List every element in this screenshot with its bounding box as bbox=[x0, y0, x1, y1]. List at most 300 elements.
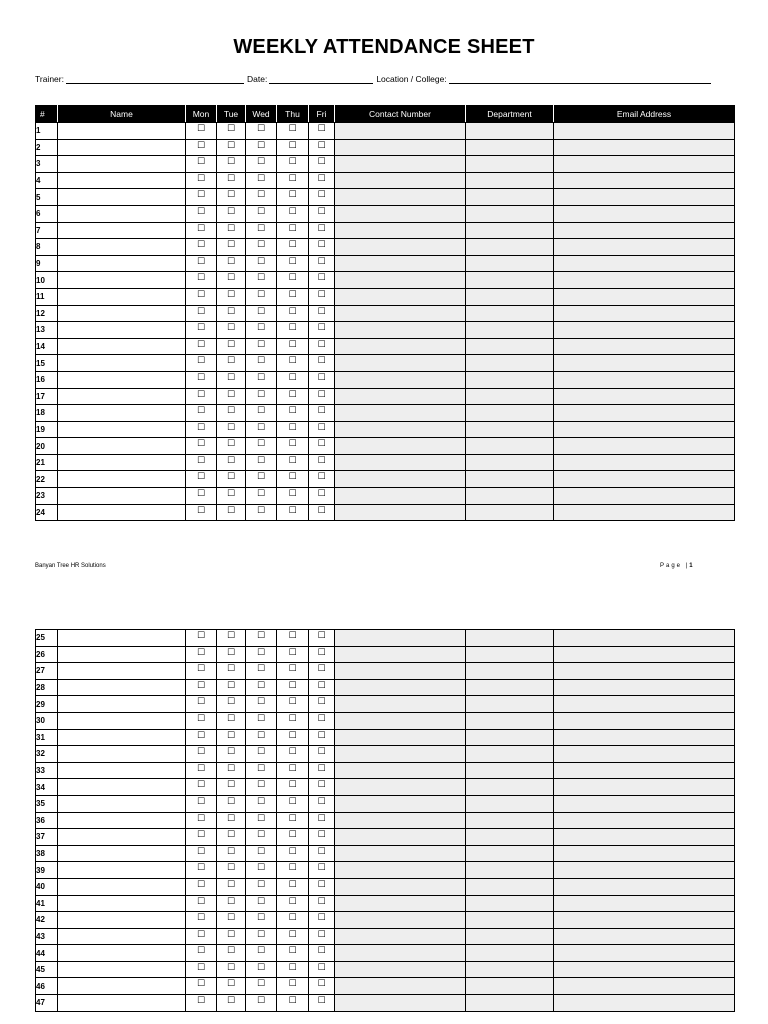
checkbox[interactable]: ☐ bbox=[196, 630, 206, 640]
checkbox[interactable]: ☐ bbox=[317, 172, 326, 183]
email-address-cell[interactable] bbox=[554, 928, 735, 945]
email-address-cell[interactable] bbox=[554, 862, 735, 879]
department-cell[interactable] bbox=[466, 845, 554, 862]
checkbox[interactable]: ☐ bbox=[288, 156, 297, 167]
contact-number-cell[interactable] bbox=[335, 746, 466, 763]
checkbox[interactable]: ☐ bbox=[256, 288, 266, 299]
checkbox[interactable]: ☐ bbox=[288, 421, 297, 432]
checkbox[interactable]: ☐ bbox=[317, 322, 326, 333]
checkbox[interactable]: ☐ bbox=[226, 205, 236, 216]
email-address-cell[interactable] bbox=[554, 388, 735, 405]
checkbox[interactable]: ☐ bbox=[256, 961, 266, 972]
department-cell[interactable] bbox=[466, 928, 554, 945]
contact-number-cell[interactable] bbox=[335, 862, 466, 879]
checkbox[interactable]: ☐ bbox=[317, 878, 326, 889]
contact-number-cell[interactable] bbox=[335, 630, 466, 647]
checkbox[interactable]: ☐ bbox=[288, 762, 297, 773]
checkbox[interactable]: ☐ bbox=[196, 239, 206, 250]
checkbox[interactable]: ☐ bbox=[256, 189, 266, 200]
checkbox[interactable]: ☐ bbox=[226, 355, 236, 366]
contact-number-cell[interactable] bbox=[335, 454, 466, 471]
email-address-cell[interactable] bbox=[554, 454, 735, 471]
checkbox[interactable]: ☐ bbox=[288, 438, 297, 449]
checkbox[interactable]: ☐ bbox=[317, 255, 326, 266]
email-address-cell[interactable] bbox=[554, 438, 735, 455]
checkbox[interactable]: ☐ bbox=[317, 288, 326, 299]
checkbox[interactable]: ☐ bbox=[256, 255, 266, 266]
checkbox[interactable]: ☐ bbox=[256, 746, 266, 757]
name-cell[interactable] bbox=[58, 272, 186, 289]
department-cell[interactable] bbox=[466, 172, 554, 189]
checkbox[interactable]: ☐ bbox=[288, 995, 297, 1006]
name-cell[interactable] bbox=[58, 912, 186, 929]
checkbox[interactable]: ☐ bbox=[288, 945, 297, 956]
checkbox[interactable]: ☐ bbox=[226, 255, 236, 266]
checkbox[interactable]: ☐ bbox=[317, 912, 326, 923]
email-address-cell[interactable] bbox=[554, 222, 735, 239]
checkbox[interactable]: ☐ bbox=[196, 172, 206, 183]
checkbox[interactable]: ☐ bbox=[256, 712, 266, 723]
department-cell[interactable] bbox=[466, 504, 554, 521]
checkbox[interactable]: ☐ bbox=[196, 995, 206, 1006]
checkbox[interactable]: ☐ bbox=[256, 454, 266, 465]
checkbox[interactable]: ☐ bbox=[226, 912, 236, 923]
contact-number-cell[interactable] bbox=[335, 421, 466, 438]
checkbox[interactable]: ☐ bbox=[317, 438, 326, 449]
checkbox[interactable]: ☐ bbox=[226, 222, 236, 233]
name-cell[interactable] bbox=[58, 729, 186, 746]
department-cell[interactable] bbox=[466, 712, 554, 729]
checkbox[interactable]: ☐ bbox=[196, 322, 206, 333]
department-cell[interactable] bbox=[466, 388, 554, 405]
department-cell[interactable] bbox=[466, 222, 554, 239]
email-address-cell[interactable] bbox=[554, 762, 735, 779]
department-cell[interactable] bbox=[466, 945, 554, 962]
name-cell[interactable] bbox=[58, 355, 186, 372]
contact-number-cell[interactable] bbox=[335, 663, 466, 680]
name-cell[interactable] bbox=[58, 388, 186, 405]
name-cell[interactable] bbox=[58, 471, 186, 488]
checkbox[interactable]: ☐ bbox=[256, 679, 266, 690]
department-cell[interactable] bbox=[466, 189, 554, 206]
email-address-cell[interactable] bbox=[554, 895, 735, 912]
contact-number-cell[interactable] bbox=[335, 812, 466, 829]
department-cell[interactable] bbox=[466, 288, 554, 305]
contact-number-cell[interactable] bbox=[335, 123, 466, 140]
email-address-cell[interactable] bbox=[554, 355, 735, 372]
checkbox[interactable]: ☐ bbox=[317, 928, 326, 939]
checkbox[interactable]: ☐ bbox=[196, 438, 206, 449]
checkbox[interactable]: ☐ bbox=[196, 504, 206, 515]
checkbox[interactable]: ☐ bbox=[317, 812, 326, 823]
name-cell[interactable] bbox=[58, 961, 186, 978]
checkbox[interactable]: ☐ bbox=[226, 762, 236, 773]
checkbox[interactable]: ☐ bbox=[226, 895, 236, 906]
contact-number-cell[interactable] bbox=[335, 729, 466, 746]
department-cell[interactable] bbox=[466, 646, 554, 663]
checkbox[interactable]: ☐ bbox=[256, 421, 266, 432]
department-cell[interactable] bbox=[466, 139, 554, 156]
department-cell[interactable] bbox=[466, 156, 554, 173]
checkbox[interactable]: ☐ bbox=[196, 679, 206, 690]
checkbox[interactable]: ☐ bbox=[196, 845, 206, 856]
department-cell[interactable] bbox=[466, 239, 554, 256]
name-cell[interactable] bbox=[58, 746, 186, 763]
checkbox[interactable]: ☐ bbox=[226, 646, 236, 657]
name-cell[interactable] bbox=[58, 488, 186, 505]
email-address-cell[interactable] bbox=[554, 272, 735, 289]
checkbox[interactable]: ☐ bbox=[226, 488, 236, 499]
checkbox[interactable]: ☐ bbox=[196, 646, 206, 657]
checkbox[interactable]: ☐ bbox=[256, 355, 266, 366]
checkbox[interactable]: ☐ bbox=[226, 504, 236, 515]
contact-number-cell[interactable] bbox=[335, 438, 466, 455]
checkbox[interactable]: ☐ bbox=[317, 845, 326, 856]
checkbox[interactable]: ☐ bbox=[196, 338, 206, 349]
department-cell[interactable] bbox=[466, 729, 554, 746]
checkbox[interactable]: ☐ bbox=[317, 305, 326, 316]
checkbox[interactable]: ☐ bbox=[256, 878, 266, 889]
checkbox[interactable]: ☐ bbox=[196, 928, 206, 939]
checkbox[interactable]: ☐ bbox=[317, 371, 326, 382]
contact-number-cell[interactable] bbox=[335, 322, 466, 339]
checkbox[interactable]: ☐ bbox=[317, 239, 326, 250]
checkbox[interactable]: ☐ bbox=[196, 663, 206, 674]
checkbox[interactable]: ☐ bbox=[256, 646, 266, 657]
location-field[interactable] bbox=[449, 74, 711, 84]
checkbox[interactable]: ☐ bbox=[288, 272, 297, 283]
checkbox[interactable]: ☐ bbox=[256, 945, 266, 956]
department-cell[interactable] bbox=[466, 421, 554, 438]
name-cell[interactable] bbox=[58, 630, 186, 647]
checkbox[interactable]: ☐ bbox=[317, 679, 326, 690]
checkbox[interactable]: ☐ bbox=[317, 454, 326, 465]
checkbox[interactable]: ☐ bbox=[226, 845, 236, 856]
contact-number-cell[interactable] bbox=[335, 895, 466, 912]
contact-number-cell[interactable] bbox=[335, 189, 466, 206]
checkbox[interactable]: ☐ bbox=[256, 239, 266, 250]
checkbox[interactable]: ☐ bbox=[288, 895, 297, 906]
checkbox[interactable]: ☐ bbox=[196, 355, 206, 366]
checkbox[interactable]: ☐ bbox=[317, 961, 326, 972]
contact-number-cell[interactable] bbox=[335, 845, 466, 862]
name-cell[interactable] bbox=[58, 928, 186, 945]
name-cell[interactable] bbox=[58, 829, 186, 846]
checkbox[interactable]: ☐ bbox=[256, 729, 266, 740]
contact-number-cell[interactable] bbox=[335, 405, 466, 422]
checkbox[interactable]: ☐ bbox=[196, 729, 206, 740]
name-cell[interactable] bbox=[58, 222, 186, 239]
checkbox[interactable]: ☐ bbox=[288, 795, 297, 806]
checkbox[interactable]: ☐ bbox=[256, 471, 266, 482]
checkbox[interactable]: ☐ bbox=[226, 696, 236, 707]
checkbox[interactable]: ☐ bbox=[226, 945, 236, 956]
email-address-cell[interactable] bbox=[554, 978, 735, 995]
checkbox[interactable]: ☐ bbox=[317, 388, 326, 399]
checkbox[interactable]: ☐ bbox=[226, 779, 236, 790]
checkbox[interactable]: ☐ bbox=[288, 779, 297, 790]
name-cell[interactable] bbox=[58, 139, 186, 156]
email-address-cell[interactable] bbox=[554, 829, 735, 846]
email-address-cell[interactable] bbox=[554, 912, 735, 929]
checkbox[interactable]: ☐ bbox=[226, 795, 236, 806]
checkbox[interactable]: ☐ bbox=[196, 696, 206, 707]
checkbox[interactable]: ☐ bbox=[256, 156, 266, 167]
checkbox[interactable]: ☐ bbox=[288, 961, 297, 972]
checkbox[interactable]: ☐ bbox=[226, 928, 236, 939]
email-address-cell[interactable] bbox=[554, 961, 735, 978]
name-cell[interactable] bbox=[58, 679, 186, 696]
checkbox[interactable]: ☐ bbox=[288, 928, 297, 939]
department-cell[interactable] bbox=[466, 255, 554, 272]
name-cell[interactable] bbox=[58, 795, 186, 812]
checkbox[interactable]: ☐ bbox=[288, 978, 297, 989]
department-cell[interactable] bbox=[466, 878, 554, 895]
checkbox[interactable]: ☐ bbox=[288, 679, 297, 690]
name-cell[interactable] bbox=[58, 454, 186, 471]
email-address-cell[interactable] bbox=[554, 239, 735, 256]
checkbox[interactable]: ☐ bbox=[288, 305, 297, 316]
name-cell[interactable] bbox=[58, 762, 186, 779]
checkbox[interactable]: ☐ bbox=[196, 829, 206, 840]
checkbox[interactable]: ☐ bbox=[226, 305, 236, 316]
checkbox[interactable]: ☐ bbox=[196, 895, 206, 906]
checkbox[interactable]: ☐ bbox=[226, 454, 236, 465]
checkbox[interactable]: ☐ bbox=[256, 912, 266, 923]
checkbox[interactable]: ☐ bbox=[196, 156, 206, 167]
name-cell[interactable] bbox=[58, 156, 186, 173]
email-address-cell[interactable] bbox=[554, 795, 735, 812]
contact-number-cell[interactable] bbox=[335, 878, 466, 895]
checkbox[interactable]: ☐ bbox=[317, 272, 326, 283]
department-cell[interactable] bbox=[466, 438, 554, 455]
name-cell[interactable] bbox=[58, 995, 186, 1012]
checkbox[interactable]: ☐ bbox=[196, 762, 206, 773]
checkbox[interactable]: ☐ bbox=[256, 928, 266, 939]
department-cell[interactable] bbox=[466, 862, 554, 879]
checkbox[interactable]: ☐ bbox=[226, 712, 236, 723]
email-address-cell[interactable] bbox=[554, 322, 735, 339]
name-cell[interactable] bbox=[58, 895, 186, 912]
contact-number-cell[interactable] bbox=[335, 912, 466, 929]
department-cell[interactable] bbox=[466, 355, 554, 372]
checkbox[interactable]: ☐ bbox=[256, 322, 266, 333]
email-address-cell[interactable] bbox=[554, 712, 735, 729]
contact-number-cell[interactable] bbox=[335, 355, 466, 372]
contact-number-cell[interactable] bbox=[335, 255, 466, 272]
checkbox[interactable]: ☐ bbox=[256, 405, 266, 416]
checkbox[interactable]: ☐ bbox=[256, 488, 266, 499]
contact-number-cell[interactable] bbox=[335, 696, 466, 713]
checkbox[interactable]: ☐ bbox=[288, 712, 297, 723]
checkbox[interactable]: ☐ bbox=[196, 488, 206, 499]
checkbox[interactable]: ☐ bbox=[196, 139, 206, 150]
checkbox[interactable]: ☐ bbox=[288, 878, 297, 889]
checkbox[interactable]: ☐ bbox=[288, 829, 297, 840]
email-address-cell[interactable] bbox=[554, 288, 735, 305]
name-cell[interactable] bbox=[58, 255, 186, 272]
checkbox[interactable]: ☐ bbox=[317, 862, 326, 873]
checkbox[interactable]: ☐ bbox=[317, 829, 326, 840]
checkbox[interactable]: ☐ bbox=[288, 663, 297, 674]
name-cell[interactable] bbox=[58, 123, 186, 140]
department-cell[interactable] bbox=[466, 454, 554, 471]
checkbox[interactable]: ☐ bbox=[288, 454, 297, 465]
checkbox[interactable]: ☐ bbox=[196, 779, 206, 790]
department-cell[interactable] bbox=[466, 272, 554, 289]
checkbox[interactable]: ☐ bbox=[196, 978, 206, 989]
checkbox[interactable]: ☐ bbox=[317, 779, 326, 790]
checkbox[interactable]: ☐ bbox=[317, 630, 326, 640]
checkbox[interactable]: ☐ bbox=[256, 762, 266, 773]
checkbox[interactable]: ☐ bbox=[288, 630, 297, 640]
checkbox[interactable]: ☐ bbox=[226, 123, 236, 133]
date-field[interactable] bbox=[269, 74, 373, 84]
checkbox[interactable]: ☐ bbox=[288, 471, 297, 482]
email-address-cell[interactable] bbox=[554, 746, 735, 763]
checkbox[interactable]: ☐ bbox=[288, 255, 297, 266]
checkbox[interactable]: ☐ bbox=[226, 322, 236, 333]
checkbox[interactable]: ☐ bbox=[196, 371, 206, 382]
name-cell[interactable] bbox=[58, 712, 186, 729]
email-address-cell[interactable] bbox=[554, 995, 735, 1012]
checkbox[interactable]: ☐ bbox=[226, 812, 236, 823]
contact-number-cell[interactable] bbox=[335, 338, 466, 355]
email-address-cell[interactable] bbox=[554, 878, 735, 895]
department-cell[interactable] bbox=[466, 630, 554, 647]
name-cell[interactable] bbox=[58, 405, 186, 422]
email-address-cell[interactable] bbox=[554, 189, 735, 206]
checkbox[interactable]: ☐ bbox=[317, 222, 326, 233]
checkbox[interactable]: ☐ bbox=[196, 454, 206, 465]
checkbox[interactable]: ☐ bbox=[288, 189, 297, 200]
checkbox[interactable]: ☐ bbox=[226, 995, 236, 1006]
checkbox[interactable]: ☐ bbox=[256, 388, 266, 399]
name-cell[interactable] bbox=[58, 878, 186, 895]
checkbox[interactable]: ☐ bbox=[256, 371, 266, 382]
email-address-cell[interactable] bbox=[554, 205, 735, 222]
checkbox[interactable]: ☐ bbox=[317, 338, 326, 349]
checkbox[interactable]: ☐ bbox=[288, 812, 297, 823]
trainer-field[interactable] bbox=[66, 74, 244, 84]
email-address-cell[interactable] bbox=[554, 729, 735, 746]
name-cell[interactable] bbox=[58, 305, 186, 322]
checkbox[interactable]: ☐ bbox=[288, 845, 297, 856]
contact-number-cell[interactable] bbox=[335, 222, 466, 239]
checkbox[interactable]: ☐ bbox=[226, 961, 236, 972]
checkbox[interactable]: ☐ bbox=[288, 504, 297, 515]
checkbox[interactable]: ☐ bbox=[256, 845, 266, 856]
checkbox[interactable]: ☐ bbox=[256, 272, 266, 283]
checkbox[interactable]: ☐ bbox=[226, 630, 236, 640]
contact-number-cell[interactable] bbox=[335, 471, 466, 488]
checkbox[interactable]: ☐ bbox=[226, 829, 236, 840]
checkbox[interactable]: ☐ bbox=[256, 829, 266, 840]
checkbox[interactable]: ☐ bbox=[196, 795, 206, 806]
email-address-cell[interactable] bbox=[554, 255, 735, 272]
email-address-cell[interactable] bbox=[554, 123, 735, 140]
department-cell[interactable] bbox=[466, 961, 554, 978]
contact-number-cell[interactable] bbox=[335, 504, 466, 521]
contact-number-cell[interactable] bbox=[335, 646, 466, 663]
department-cell[interactable] bbox=[466, 995, 554, 1012]
checkbox[interactable]: ☐ bbox=[196, 305, 206, 316]
checkbox[interactable]: ☐ bbox=[226, 471, 236, 482]
checkbox[interactable]: ☐ bbox=[317, 504, 326, 515]
department-cell[interactable] bbox=[466, 679, 554, 696]
contact-number-cell[interactable] bbox=[335, 488, 466, 505]
checkbox[interactable]: ☐ bbox=[288, 646, 297, 657]
checkbox[interactable]: ☐ bbox=[317, 712, 326, 723]
checkbox[interactable]: ☐ bbox=[288, 172, 297, 183]
checkbox[interactable]: ☐ bbox=[256, 123, 266, 133]
email-address-cell[interactable] bbox=[554, 405, 735, 422]
checkbox[interactable]: ☐ bbox=[317, 189, 326, 200]
checkbox[interactable]: ☐ bbox=[226, 679, 236, 690]
department-cell[interactable] bbox=[466, 779, 554, 796]
contact-number-cell[interactable] bbox=[335, 272, 466, 289]
department-cell[interactable] bbox=[466, 205, 554, 222]
checkbox[interactable]: ☐ bbox=[226, 878, 236, 889]
email-address-cell[interactable] bbox=[554, 172, 735, 189]
contact-number-cell[interactable] bbox=[335, 961, 466, 978]
contact-number-cell[interactable] bbox=[335, 779, 466, 796]
name-cell[interactable] bbox=[58, 812, 186, 829]
checkbox[interactable]: ☐ bbox=[317, 945, 326, 956]
name-cell[interactable] bbox=[58, 845, 186, 862]
name-cell[interactable] bbox=[58, 438, 186, 455]
checkbox[interactable]: ☐ bbox=[196, 123, 206, 133]
department-cell[interactable] bbox=[466, 488, 554, 505]
checkbox[interactable]: ☐ bbox=[196, 405, 206, 416]
contact-number-cell[interactable] bbox=[335, 928, 466, 945]
checkbox[interactable]: ☐ bbox=[288, 322, 297, 333]
name-cell[interactable] bbox=[58, 663, 186, 680]
name-cell[interactable] bbox=[58, 862, 186, 879]
checkbox[interactable]: ☐ bbox=[196, 961, 206, 972]
checkbox[interactable]: ☐ bbox=[288, 729, 297, 740]
department-cell[interactable] bbox=[466, 371, 554, 388]
checkbox[interactable]: ☐ bbox=[256, 438, 266, 449]
name-cell[interactable] bbox=[58, 288, 186, 305]
contact-number-cell[interactable] bbox=[335, 239, 466, 256]
checkbox[interactable]: ☐ bbox=[288, 123, 297, 133]
name-cell[interactable] bbox=[58, 646, 186, 663]
name-cell[interactable] bbox=[58, 338, 186, 355]
email-address-cell[interactable] bbox=[554, 663, 735, 680]
email-address-cell[interactable] bbox=[554, 139, 735, 156]
contact-number-cell[interactable] bbox=[335, 762, 466, 779]
checkbox[interactable]: ☐ bbox=[317, 995, 326, 1006]
contact-number-cell[interactable] bbox=[335, 795, 466, 812]
checkbox[interactable]: ☐ bbox=[226, 338, 236, 349]
checkbox[interactable]: ☐ bbox=[288, 912, 297, 923]
department-cell[interactable] bbox=[466, 912, 554, 929]
name-cell[interactable] bbox=[58, 239, 186, 256]
checkbox[interactable]: ☐ bbox=[256, 172, 266, 183]
email-address-cell[interactable] bbox=[554, 812, 735, 829]
checkbox[interactable]: ☐ bbox=[256, 663, 266, 674]
department-cell[interactable] bbox=[466, 812, 554, 829]
checkbox[interactable]: ☐ bbox=[256, 895, 266, 906]
name-cell[interactable] bbox=[58, 172, 186, 189]
department-cell[interactable] bbox=[466, 762, 554, 779]
checkbox[interactable]: ☐ bbox=[226, 172, 236, 183]
email-address-cell[interactable] bbox=[554, 630, 735, 647]
contact-number-cell[interactable] bbox=[335, 156, 466, 173]
checkbox[interactable]: ☐ bbox=[256, 305, 266, 316]
checkbox[interactable]: ☐ bbox=[288, 488, 297, 499]
